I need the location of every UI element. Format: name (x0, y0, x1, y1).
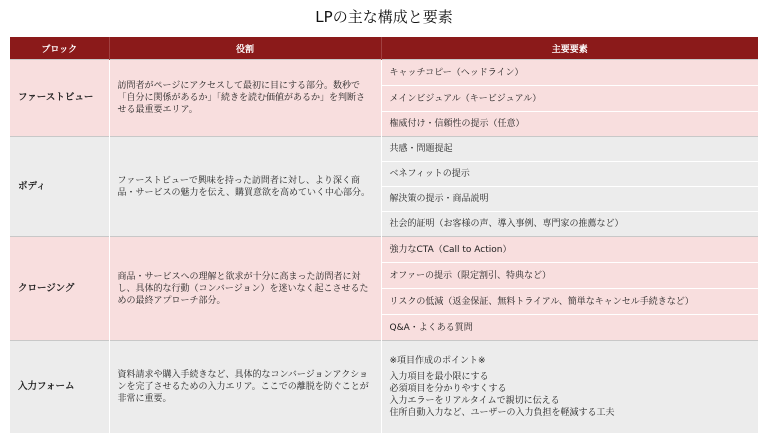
element-item: キャッチコピー（ヘッドライン） (381, 60, 758, 86)
block-closing: クロージング (10, 237, 109, 341)
header-elements: 主要要素 (381, 37, 758, 60)
element-item: リスクの低減（返金保証、無料トライアル、簡単なキャンセル手続きなど） (381, 289, 758, 315)
element-item: オファーの提示（限定割引、特典など） (381, 263, 758, 289)
point-item: 入力項目を最小限にする (389, 371, 489, 382)
table-row (10, 60, 758, 86)
element-item: 共感・問題提起 (381, 137, 758, 162)
element-item: 権威付け・信頼性の提示（任意） (381, 112, 758, 137)
element-item: 社会的証明（お客様の声、導入事例、専門家の推薦など） (381, 212, 758, 237)
table-header-row (10, 37, 758, 60)
header-block: ブロック (10, 37, 109, 60)
page-title: LPの主な構成と要素 (315, 8, 453, 26)
block-body: ボディ (10, 137, 109, 237)
point-item: 住所自動入力など、ユーザーの入力負担を軽減する工夫 (389, 407, 615, 418)
role-body: ファーストビューで興味を持った訪問者に対し、より深く商品・サービスの魅力を伝え、購買意欲を高めていく中心部分。 (109, 137, 381, 237)
role-closing: 商品・サービスへの理解と欲求が十分に高まった訪問者に対し、具体的な行動（コンバージョン）を迷いなく起こさせるための最終アプローチ部分。 (109, 237, 381, 341)
block-input-form: 入力フォーム (10, 341, 109, 433)
element-item: 解決策の提示・商品説明 (381, 187, 758, 212)
role-input-form: 資料請求や購入手続きなど、具体的なコンバージョンアクションを完了させるための入力エリア。ここでの離脱を防ぐことが非常に重要。 (109, 341, 381, 433)
lp-structure-table (10, 37, 758, 433)
block-first-view: ファーストビュー (10, 60, 109, 137)
element-item: 強力なCTA（Call to Action） (381, 237, 758, 263)
element-item: Q&A・よくある質問 (381, 315, 758, 341)
point-heading: ※項目作成のポイント※ (389, 355, 486, 366)
table-row (10, 341, 758, 433)
table-row (10, 137, 758, 162)
input-form-points (381, 341, 758, 433)
point-item: 必須項目を分かりやすくする (389, 383, 507, 394)
table-row (10, 237, 758, 263)
role-first-view: 訪問者がページにアクセスして最初に目にする部分。数秒で「自分に関係があるか」「続きを読む価値があるか」を判断させる最重要エリア。 (109, 60, 381, 137)
point-item: 入力エラーをリアルタイムで親切に伝える (389, 395, 560, 406)
header-role: 役割 (109, 37, 381, 60)
element-item: メインビジュアル（キービジュアル） (381, 86, 758, 112)
element-item: ベネフィットの提示 (381, 162, 758, 187)
